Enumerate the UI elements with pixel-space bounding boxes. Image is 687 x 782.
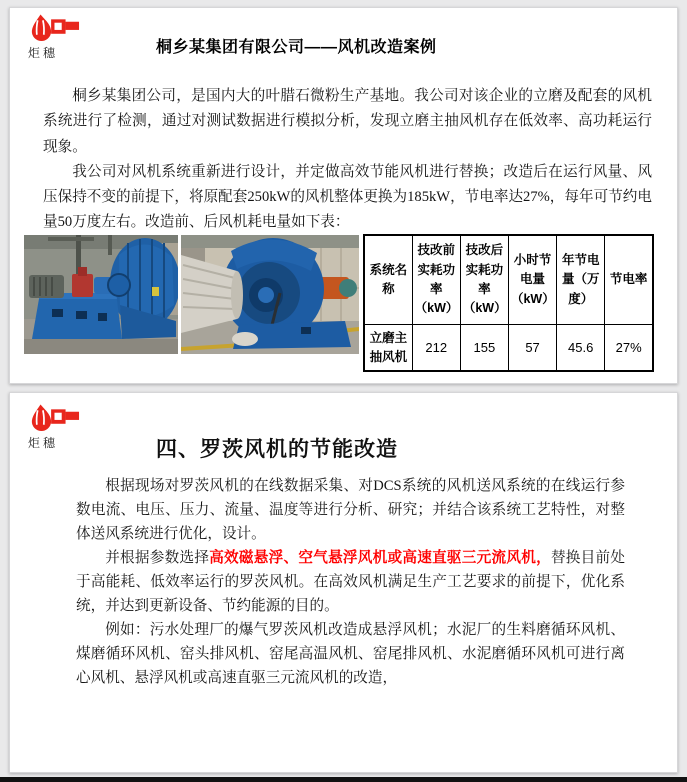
paragraph: 桐乡某集团公司，是国内大的叶腊石微粉生产基地。我公司对该企业的立磨及配套的风机系统进行了检测，通过对测试数据进行模拟分析，发现立磨主抽风机存在低效率、高功耗运行现象。 bbox=[43, 88, 652, 155]
page2-body bbox=[76, 474, 625, 690]
table-cell-saving-rate: 27% bbox=[605, 325, 653, 372]
paragraph bbox=[76, 546, 625, 618]
highlighted-fan-types-text: 高效磁悬浮、空气悬浮风机或高速直驱三元流风机， bbox=[209, 550, 551, 566]
viewer-bottom-edge bbox=[0, 777, 687, 782]
torch-flame-logo-icon bbox=[28, 13, 80, 43]
paragraph: 根据现场对罗茨风机的在线数据采集、对DCS系统的风机送风系统的在线运行参数电流、电压、压力、流量、温度等进行分析、研究；并结合该系统工艺特性，对整体送风系统进行优化，设计。 bbox=[76, 478, 625, 542]
table-header-cell: 年节电量（万度） bbox=[557, 235, 605, 325]
paragraph: 我公司对风机系统重新进行设计，并定做高效节能风机进行替换；改造后在运行风量、风压保持不变的前提下，将原配套250kW的风机整体更换为185kW，节电率达27%，每年可节约电量50万度左右。改造前、后风机耗电量如下表： bbox=[43, 163, 652, 231]
company-logo bbox=[28, 13, 90, 61]
paragraph-text: 替换目前处于高能耗、低效率运行的罗茨风机。在高效风机满足生产工艺要求的前提下，优化系统，并达到更新设备、节约能源的目的。 bbox=[76, 550, 625, 614]
page1-title: 桐乡某集团有限公司——风机改造案例 bbox=[156, 39, 437, 56]
logo-text: 炬穗 bbox=[28, 436, 59, 450]
table-cell-hourly-saving: 57 bbox=[508, 325, 556, 372]
table-header-cell: 技改后实耗功率（kW） bbox=[460, 235, 508, 325]
table-cell-yearly-saving: 45.6 bbox=[557, 325, 605, 372]
table-cell-power-after: 155 bbox=[460, 325, 508, 372]
logo-text: 炬穗 bbox=[28, 46, 59, 60]
table-header-cell: 系统名称 bbox=[364, 235, 412, 325]
torch-flame-logo-icon bbox=[28, 403, 80, 433]
table-header-row bbox=[364, 235, 653, 325]
page1-body bbox=[43, 84, 652, 236]
fan-photo-after bbox=[181, 235, 359, 354]
table-header-cell: 小时节电量（kW） bbox=[508, 235, 556, 325]
fan-photo-before bbox=[24, 235, 178, 354]
table-header-cell: 节电率 bbox=[605, 235, 653, 325]
paragraph-text: 并根据参数选择 bbox=[105, 550, 210, 566]
document-page-1[interactable] bbox=[9, 7, 678, 384]
paragraph: 例如：污水处理厂的爆气罗茨风机改造成悬浮风机；水泥厂的生料磨循环风机、煤磨循环风机、窑头排风机、窑尾高温风机、窑尾排风机、水泥磨循环风机可进行离心风机、悬浮风机或高速直驱三元流风机的改造， bbox=[76, 622, 625, 686]
table-data-row bbox=[364, 325, 653, 372]
table-header-cell: 技改前实耗功率（kW） bbox=[412, 235, 460, 325]
table-cell-system-name: 立磨主抽风机 bbox=[364, 325, 412, 372]
page2-title: 四、罗茨风机的节能改造 bbox=[156, 437, 398, 461]
company-logo bbox=[28, 403, 90, 451]
document-page-2[interactable] bbox=[9, 392, 678, 773]
energy-saving-table bbox=[363, 234, 654, 372]
table-cell-power-before: 212 bbox=[412, 325, 460, 372]
